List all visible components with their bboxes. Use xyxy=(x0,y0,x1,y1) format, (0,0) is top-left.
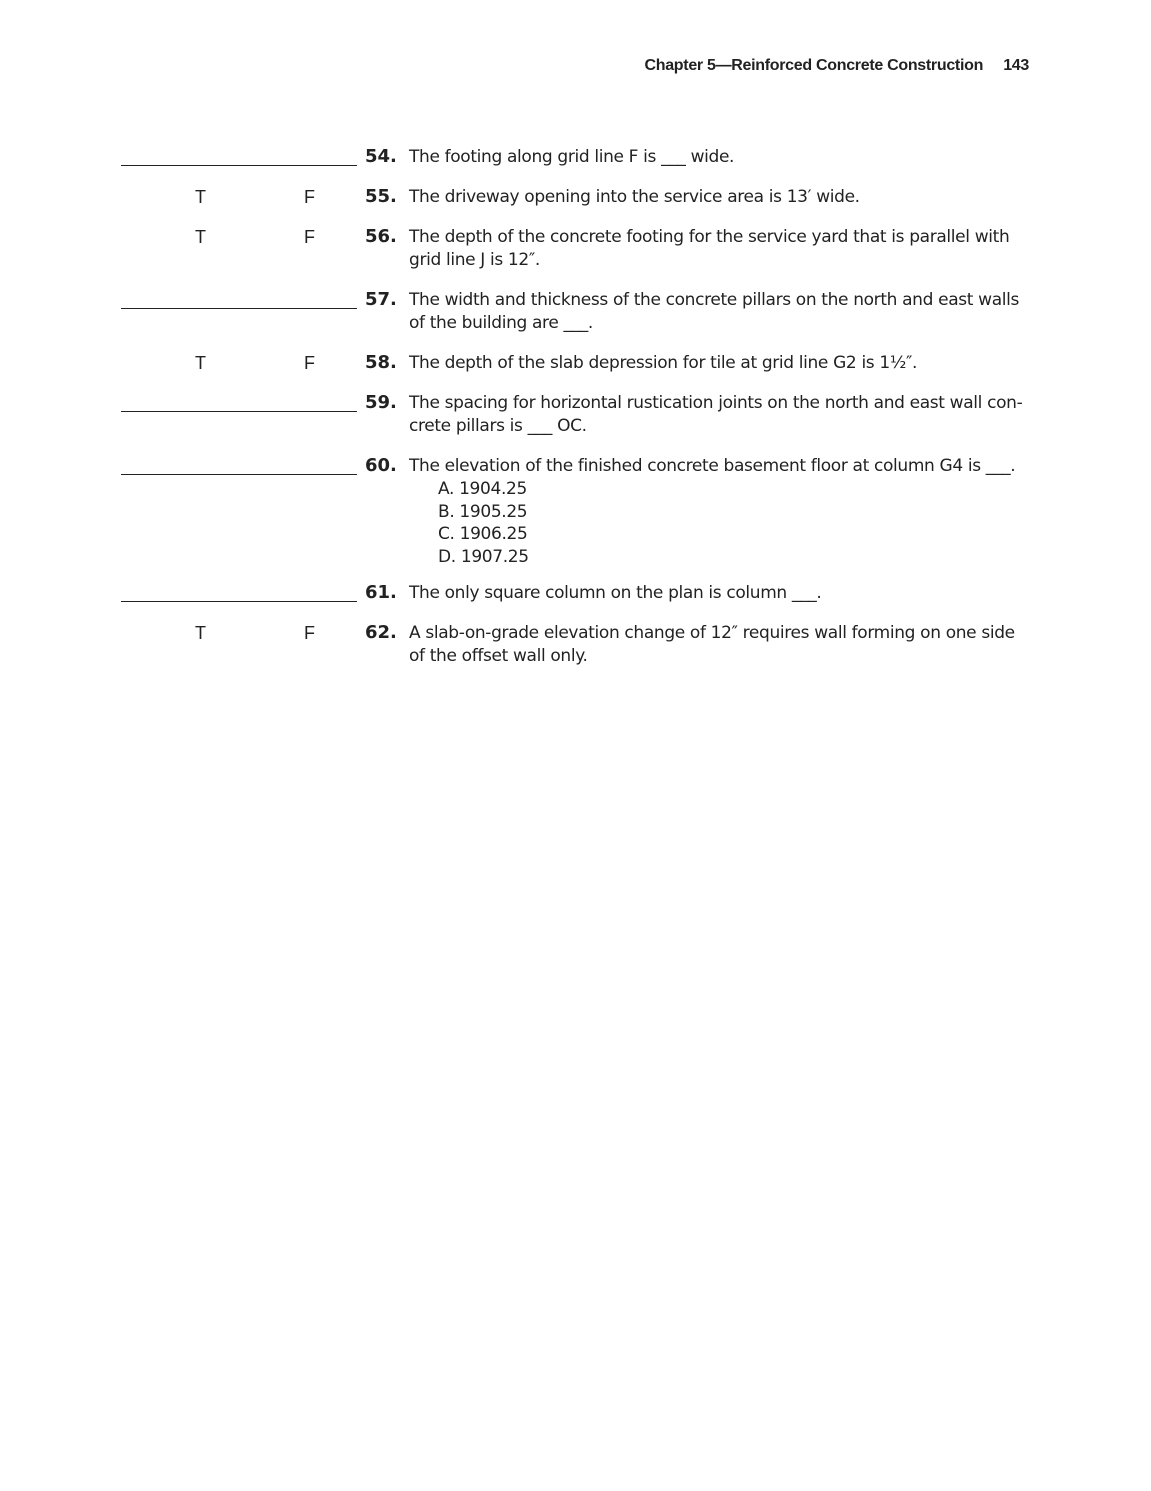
question-number: 61. xyxy=(365,582,397,603)
question-56 xyxy=(0,226,1151,289)
question-text: A slab-on-grade elevation change of 12″ requires wall forming on one side of the offset wall only. xyxy=(409,623,1015,666)
answer-blank-line[interactable] xyxy=(121,411,357,412)
question-text: The only square column on the plan is column ___. xyxy=(409,583,822,603)
option-c[interactable]: C. 1906.25 xyxy=(438,524,528,544)
true-option[interactable]: T xyxy=(195,227,206,247)
false-option[interactable]: F xyxy=(304,187,315,207)
question-text-block xyxy=(409,455,1034,568)
answer-blank-line[interactable] xyxy=(121,601,357,602)
question-list xyxy=(0,146,1151,685)
option-d[interactable]: D. 1907.25 xyxy=(438,546,529,567)
question-number: 62. xyxy=(365,622,397,643)
question-57 xyxy=(0,289,1151,352)
chapter-title: Chapter 5—Reinforced Concrete Construction xyxy=(644,57,984,74)
answer-options xyxy=(409,478,1034,568)
question-text: The depth of the slab depression for tile at grid line G2 is 1½″. xyxy=(409,353,918,373)
question-number: 60. xyxy=(365,455,397,476)
option-b[interactable]: B. 1905.25 xyxy=(438,501,528,522)
answer-blank-line[interactable] xyxy=(121,308,357,309)
question-number: 54. xyxy=(365,146,397,167)
answer-blank-line[interactable] xyxy=(121,165,357,166)
question-text: The elevation of the finished concrete basement floor at column G4 is ___. xyxy=(409,456,1016,476)
true-option[interactable]: T xyxy=(195,353,206,373)
question-59 xyxy=(0,392,1151,455)
option-a[interactable]: A. 1904.25 xyxy=(438,479,527,499)
page-number: 143 xyxy=(1003,57,1029,74)
question-number: 55. xyxy=(365,186,397,207)
question-text: The driveway opening into the service area is 13′ wide. xyxy=(409,187,860,207)
question-number: 57. xyxy=(365,289,397,310)
question-55 xyxy=(0,186,1151,226)
question-text: The footing along grid line F is ___ wide. xyxy=(409,147,735,167)
true-option[interactable]: T xyxy=(195,623,206,643)
question-54 xyxy=(0,146,1151,186)
question-62 xyxy=(0,622,1151,685)
question-number: 59. xyxy=(365,392,397,413)
question-number: 58. xyxy=(365,352,397,373)
false-option[interactable]: F xyxy=(304,623,315,643)
question-number: 56. xyxy=(365,226,397,247)
question-58 xyxy=(0,352,1151,392)
question-text: The width and thickness of the concrete pillars on the north and east walls of the building are ___. xyxy=(409,290,1020,333)
answer-blank-line[interactable] xyxy=(121,474,357,475)
question-60 xyxy=(0,455,1151,582)
running-header xyxy=(644,57,1029,75)
question-text: The spacing for horizontal rustication joints on the north and east wall con-crete pillars is ___ OC. xyxy=(409,393,1023,436)
false-option[interactable]: F xyxy=(304,353,315,373)
true-option[interactable]: T xyxy=(195,187,206,207)
question-61 xyxy=(0,582,1151,622)
false-option[interactable]: F xyxy=(304,227,315,247)
question-text: The depth of the concrete footing for the service yard that is parallel with grid line J is 12″. xyxy=(409,227,1010,270)
